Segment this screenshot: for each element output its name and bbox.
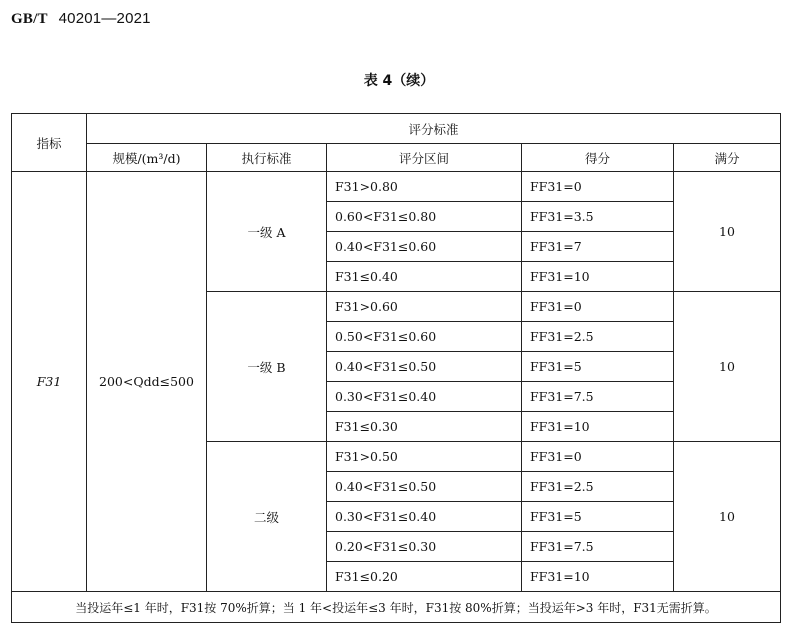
score-cell: FF31=3.5 xyxy=(522,202,674,232)
full-score-cell: 10 xyxy=(674,292,781,442)
table-row xyxy=(12,172,781,202)
full-score-cell: 10 xyxy=(674,172,781,292)
interval-cell: F31>0.50 xyxy=(327,442,522,472)
interval-cell: 0.40<F31≤0.50 xyxy=(327,472,522,502)
standard-cell: 一级 B xyxy=(207,292,327,442)
score-cell: FF31=10 xyxy=(522,262,674,292)
score-cell: FF31=7 xyxy=(522,232,674,262)
header-indicator: 指标 xyxy=(12,114,87,172)
header-criteria: 评分标准 xyxy=(87,114,781,144)
score-cell: FF31=0 xyxy=(522,442,674,472)
standard-cell: 一级 A xyxy=(207,172,327,292)
score-cell: FF31=5 xyxy=(522,502,674,532)
score-cell: FF31=0 xyxy=(522,172,674,202)
interval-cell: F31≤0.40 xyxy=(327,262,522,292)
header-full: 满分 xyxy=(674,144,781,172)
note-row xyxy=(12,592,781,623)
score-cell: FF31=7.5 xyxy=(522,532,674,562)
header-standard: 执行标准 xyxy=(207,144,327,172)
standard-code: GB/T xyxy=(11,11,48,27)
score-cell: FF31=0 xyxy=(522,292,674,322)
interval-cell: 0.40<F31≤0.50 xyxy=(327,352,522,382)
interval-cell: 0.50<F31≤0.60 xyxy=(327,322,522,352)
header-interval: 评分区间 xyxy=(327,144,522,172)
full-score-cell: 10 xyxy=(674,442,781,592)
indicator-cell: F31 xyxy=(12,172,87,592)
interval-cell: F31>0.80 xyxy=(327,172,522,202)
scale-cell: 200<Qdd≤500 xyxy=(87,172,207,592)
header-score: 得分 xyxy=(522,144,674,172)
standard-number: 40201—2021 xyxy=(58,10,151,27)
interval-cell: 0.40<F31≤0.60 xyxy=(327,232,522,262)
interval-cell: 0.20<F31≤0.30 xyxy=(327,532,522,562)
interval-cell: 0.60<F31≤0.80 xyxy=(327,202,522,232)
interval-cell: F31>0.60 xyxy=(327,292,522,322)
interval-cell: F31≤0.20 xyxy=(327,562,522,592)
score-cell: FF31=2.5 xyxy=(522,472,674,502)
table-note: 当投运年≤1 年时，F31按 70%折算；当 1 年<投运年≤3 年时，F31按 80%折算；当投运年>3 年时，F31无需折算。 xyxy=(12,592,781,623)
score-cell: FF31=10 xyxy=(522,412,674,442)
score-cell: FF31=7.5 xyxy=(522,382,674,412)
score-cell: FF31=10 xyxy=(522,562,674,592)
interval-cell: 0.30<F31≤0.40 xyxy=(327,502,522,532)
standard-cell: 二级 xyxy=(207,442,327,592)
score-cell: FF31=5 xyxy=(522,352,674,382)
header-scale xyxy=(87,144,207,172)
score-cell: FF31=2.5 xyxy=(522,322,674,352)
header-scale-text: 规模/(m³/d) xyxy=(112,150,181,166)
standard-header xyxy=(11,9,151,28)
table-caption: 表 4（续） xyxy=(363,73,435,89)
interval-cell: F31≤0.30 xyxy=(327,412,522,442)
scoring-table xyxy=(11,113,781,623)
interval-cell: 0.30<F31≤0.40 xyxy=(327,382,522,412)
